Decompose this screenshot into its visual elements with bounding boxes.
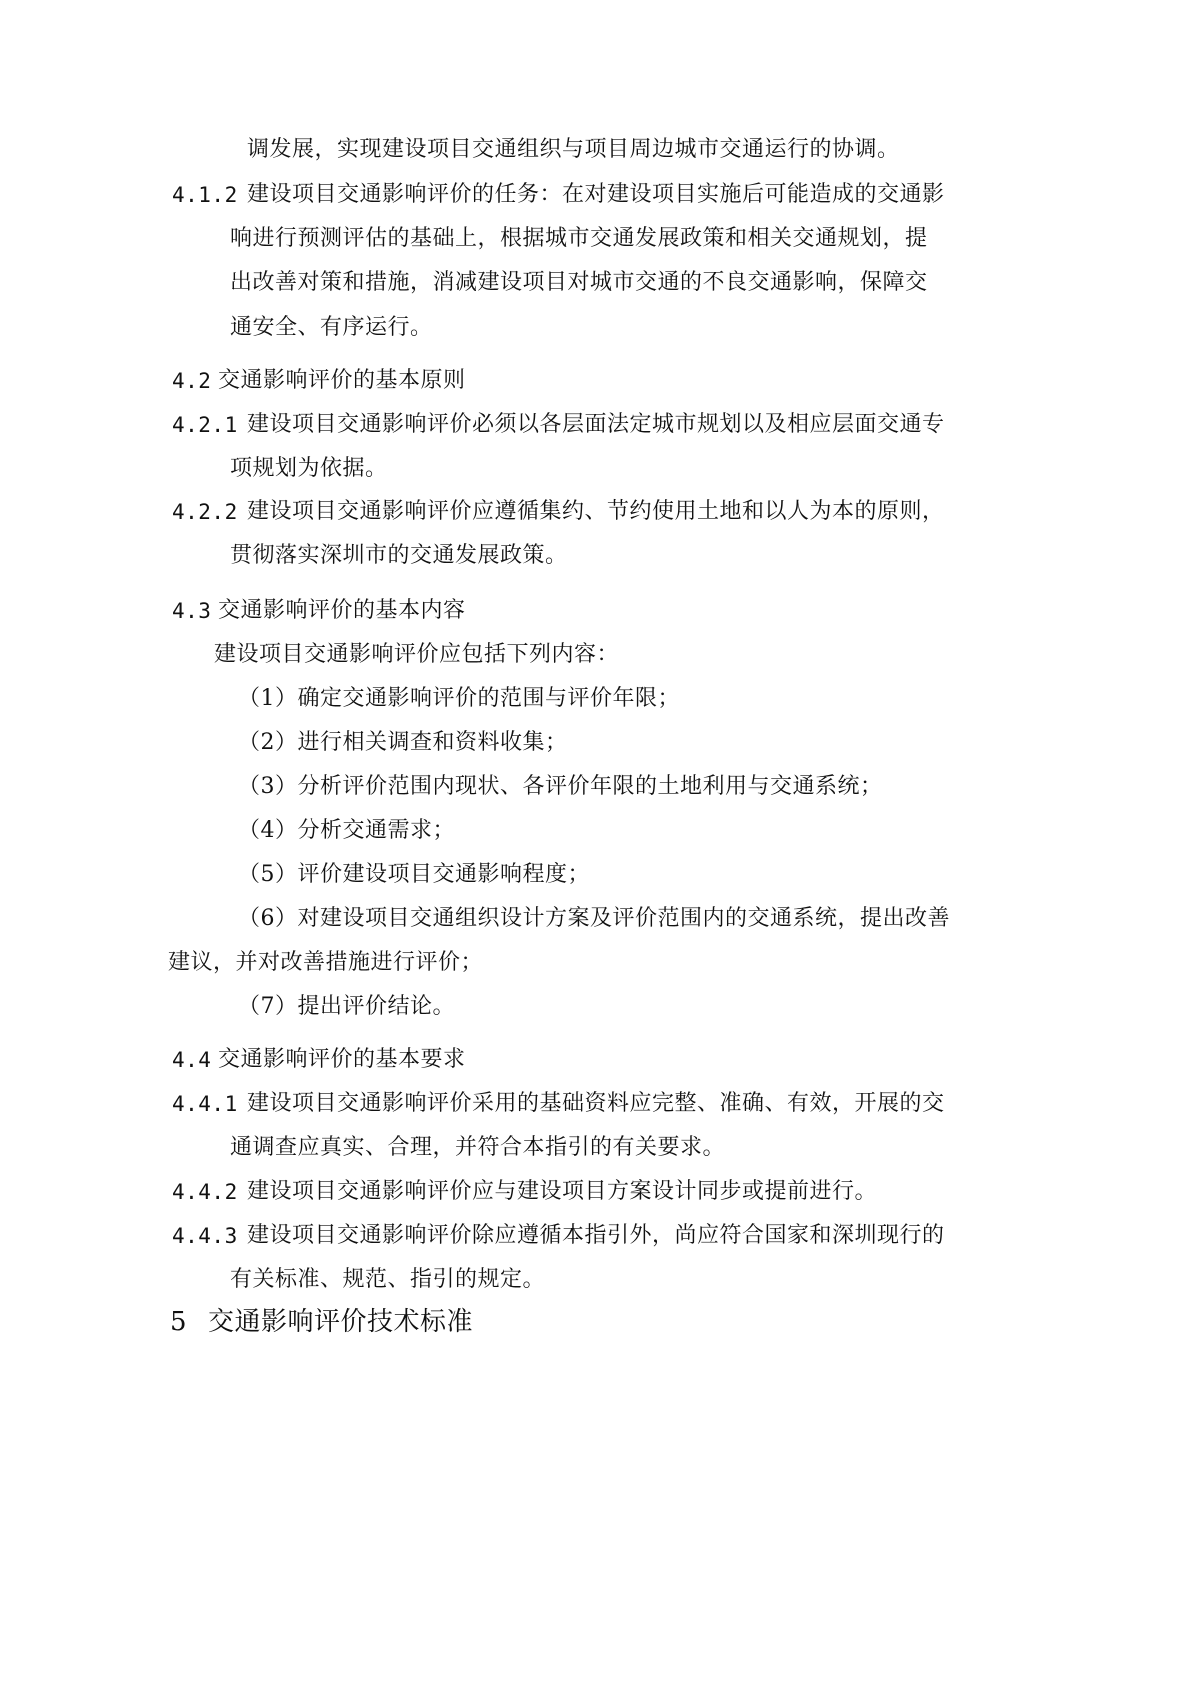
clause-number: 4.2.2 [172,500,238,524]
list-item: （2）进行相关调查和资料收集； [238,730,568,755]
clause-text: 建设项目交通影响评价必须以各层面法定城市规划以及相应层面交通专 [247,412,945,437]
clause-text: 建设项目交通影响评价采用的基础资料应完整、准确、有效，开展的交 [247,1091,945,1116]
list-item: （3）分析评价范围内现状、各评价年限的土地利用与交通系统； [238,774,883,799]
list-item: （7）提出评价结论。 [238,994,455,1019]
section-intro: 建设项目交通影响评价应包括下列内容： [214,642,620,667]
clause-text: 建设项目交通影响评价的任务：在对建设项目实施后可能造成的交通影 [247,182,945,207]
paragraph-line: 调发展，实现建设项目交通组织与项目周边城市交通运行的协调。 [247,137,900,162]
clause-text: 建设项目交通影响评价应遵循集约、节约使用土地和以人为本的原则， [247,499,945,524]
section-number: 4.3 [172,599,212,623]
clause-text: 出改善对策和措施，消减建设项目对城市交通的不良交通影响，保障交 [230,270,928,295]
clause-text: 建设项目交通影响评价除应遵循本指引外，尚应符合国家和深圳现行的 [247,1223,945,1248]
clause-text: 响进行预测评估的基础上，根据城市交通发展政策和相关交通规划，提 [230,226,928,251]
clause-number: 4.2.1 [172,413,238,437]
section-heading: 交通影响评价的基本原则 [218,368,466,393]
list-item: （6）对建设项目交通组织设计方案及评价范围内的交通系统，提出改善 [238,906,950,931]
clause-number: 4.4.1 [172,1092,238,1116]
list-item: 建议，并对改善措施进行评价； [168,950,484,975]
clause-text: 有关标准、规范、指引的规定。 [230,1267,546,1292]
section-heading: 交通影响评价的基本内容 [218,598,466,623]
clause-number: 4.4.3 [172,1224,238,1248]
list-item: （1）确定交通影响评价的范围与评价年限； [238,686,680,711]
clause-text: 通安全、有序运行。 [230,315,433,340]
section-number: 4.2 [172,369,212,393]
list-item: （4）分析交通需求； [238,818,455,843]
clause-number: 4.4.2 [172,1180,238,1204]
chapter-number: 5 [170,1307,188,1337]
list-item: （5）评价建设项目交通影响程度； [238,862,590,887]
clause-text: 贯彻落实深圳市的交通发展政策。 [230,543,568,568]
clause-text: 项规划为依据。 [230,456,388,481]
clause-text: 通调查应真实、合理，并符合本指引的有关要求。 [230,1135,726,1160]
chapter-heading: 交通影响评价技术标准 [208,1307,474,1337]
section-number: 4.4 [172,1048,212,1072]
clause-text: 建设项目交通影响评价应与建设项目方案设计同步或提前进行。 [247,1179,878,1204]
section-heading: 交通影响评价的基本要求 [218,1047,466,1072]
clause-number: 4.1.2 [172,183,238,207]
